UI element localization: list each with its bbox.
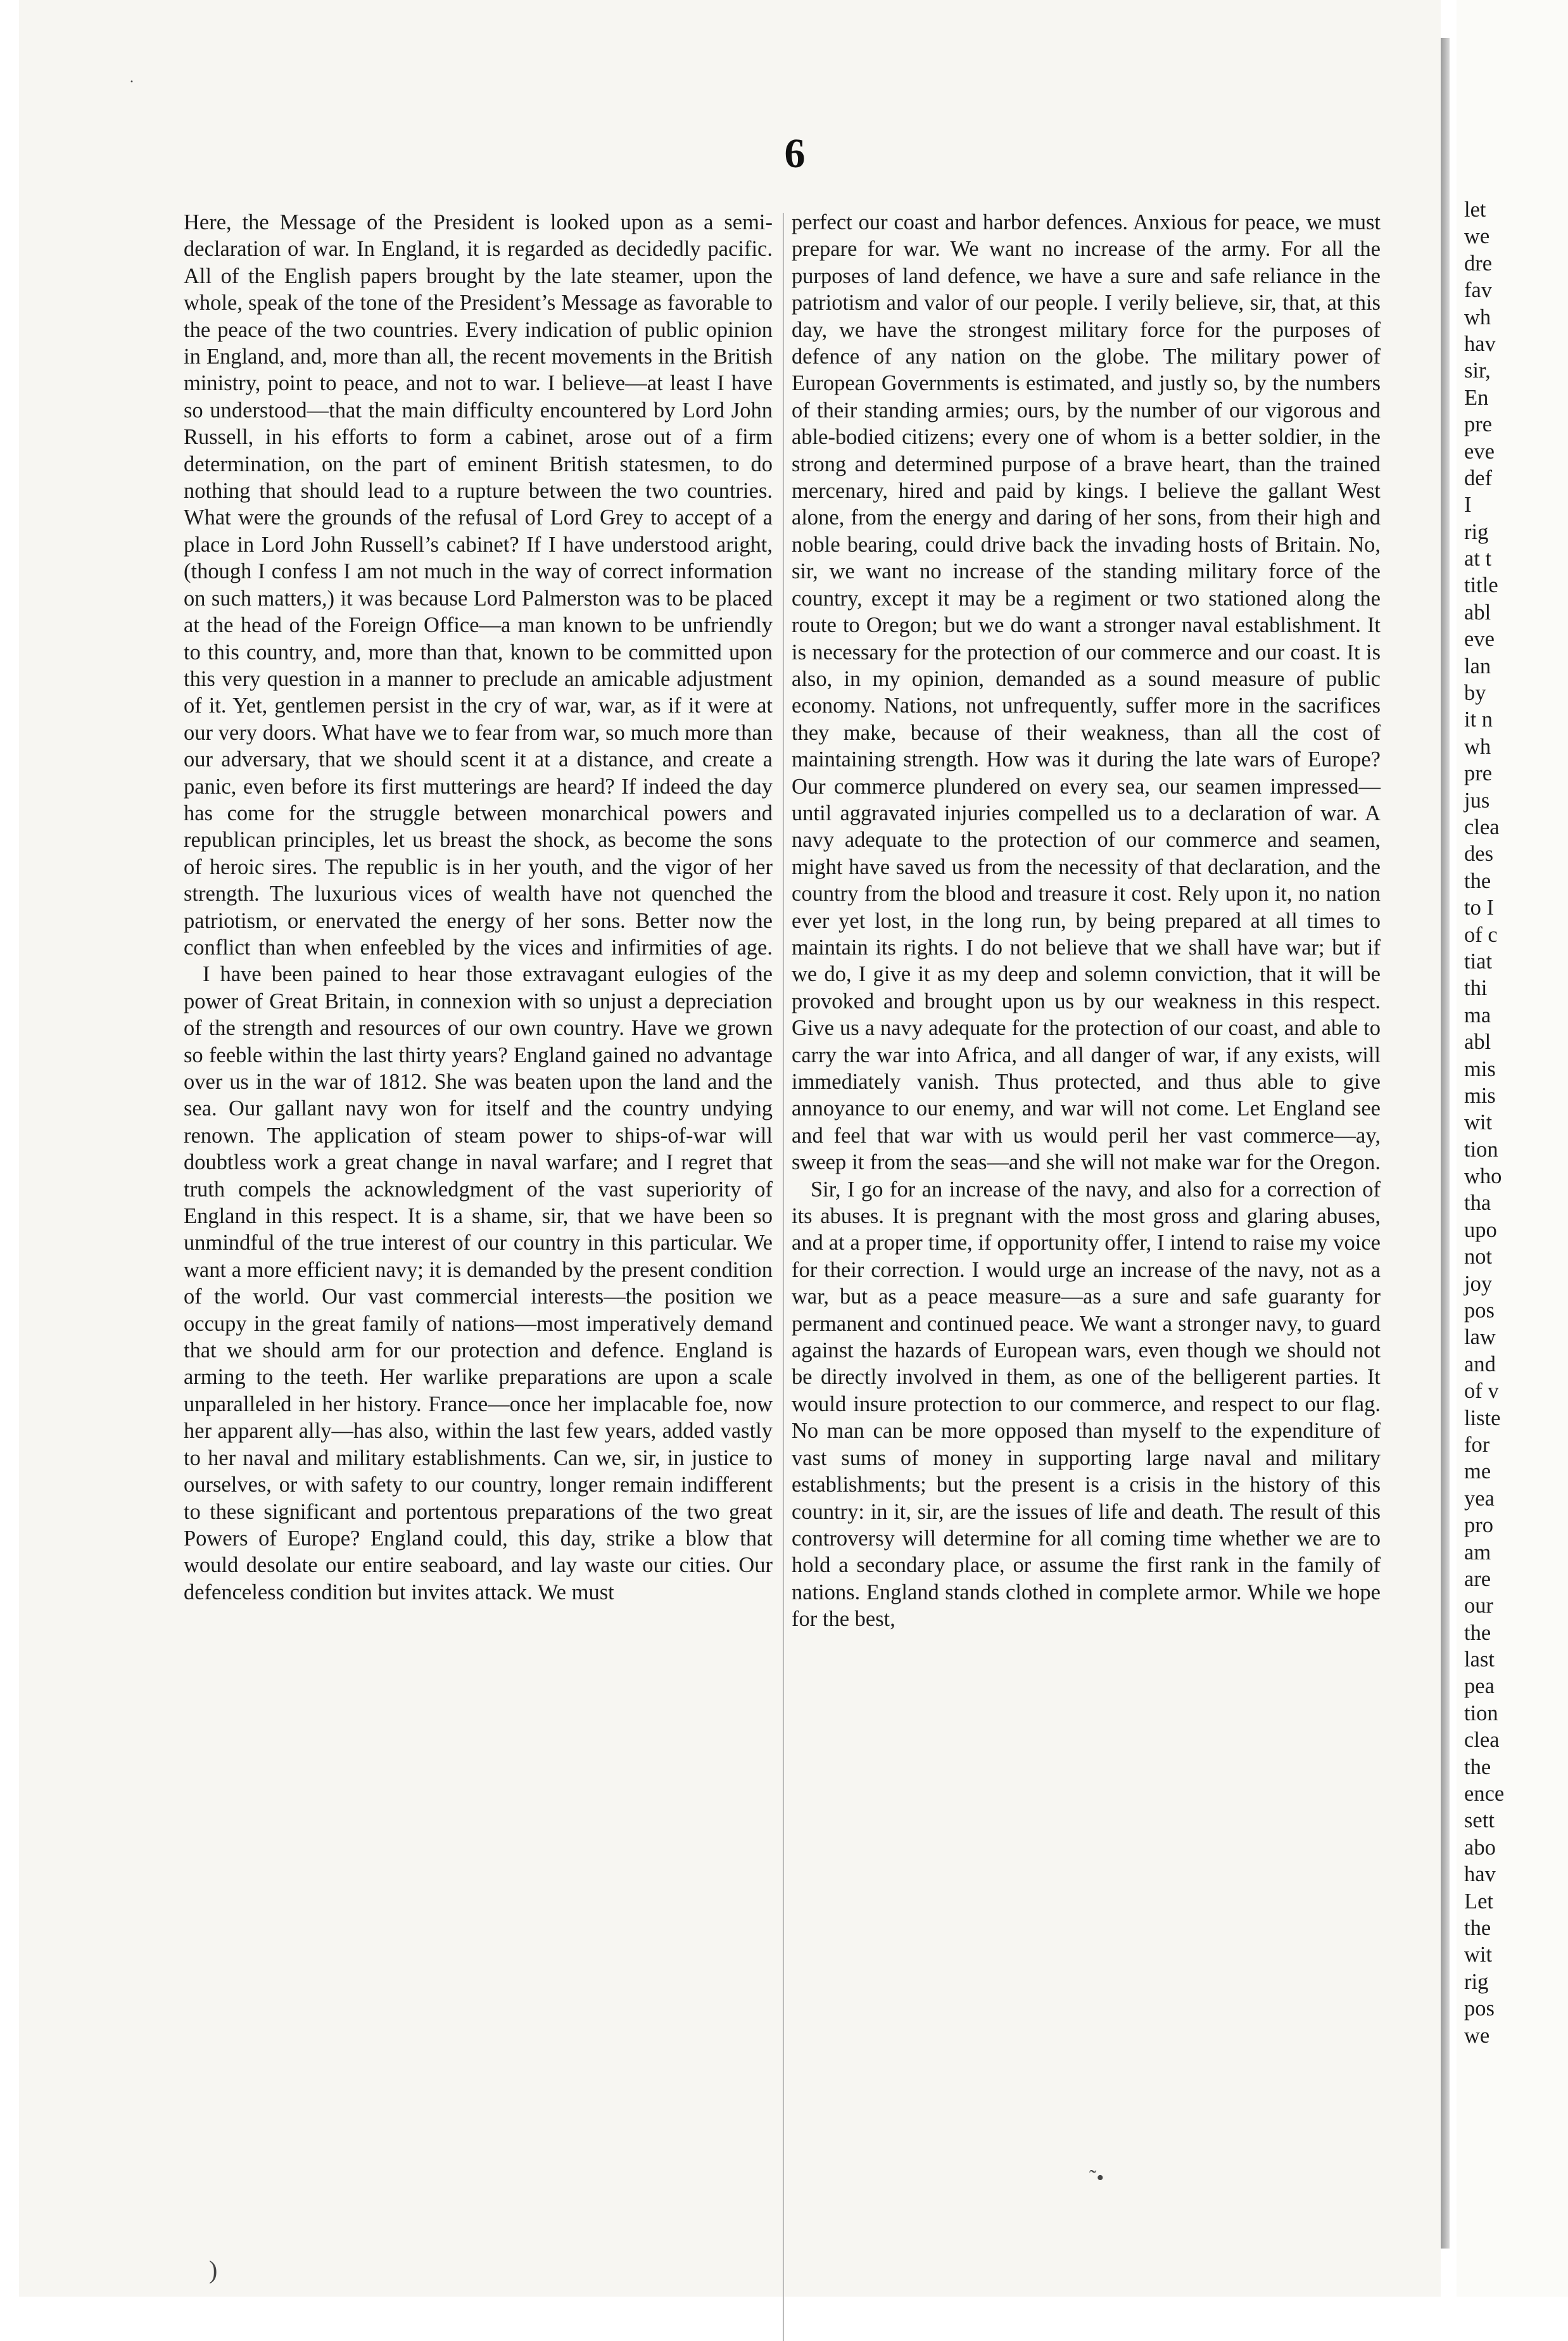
right-column bbox=[792, 209, 1381, 1633]
next-page-fragment: last bbox=[1464, 1647, 1495, 1672]
next-page-fragment: abo bbox=[1464, 1835, 1496, 1860]
next-page-fragment: wit bbox=[1464, 1110, 1493, 1135]
next-page-fragment: tha bbox=[1464, 1191, 1491, 1215]
next-page-fragment: me bbox=[1464, 1459, 1491, 1484]
next-page-fragment: En bbox=[1464, 385, 1489, 410]
next-page-fragment: rig bbox=[1464, 1969, 1489, 1994]
next-page-fragment: dre bbox=[1464, 251, 1493, 276]
next-page-fragment: thi bbox=[1464, 976, 1488, 1001]
next-page-fragment: ence bbox=[1464, 1782, 1505, 1806]
next-page-fragment: ma bbox=[1464, 1003, 1491, 1027]
next-page-fragment: fav bbox=[1464, 278, 1493, 303]
next-page-fragment: Let bbox=[1464, 1889, 1493, 1913]
stray-mark: . bbox=[130, 70, 134, 86]
next-page-fragment: let bbox=[1464, 198, 1486, 222]
next-page-fragment: pre bbox=[1464, 761, 1493, 786]
right-paragraph-2: Sir, I go for an increase of the navy, and also for a correction of its abuses. It is pregnant with the most gross and glaring abuses, and at a proper time, if opportunity offer, I intend to raise my voice for their correction. I would urge an increase of the navy, not as a war, but as a peace measure—as a sure and safe guaranty for permanent and continued peace. We want a stronger navy, to guard against the hazards of European wars, even though we should not be directly involved in them, as one of the belligerent parties. It would insure protection to our commerce, and respect to our flag. No man can be more opposed than myself to the expenditure of vast sums of money in supporting large naval and military establishments; but the present is a crisis in the history of this country: in it, sir, are the issues of life and death. The result of this controversy will determine for all coming time whether we are to hold a secondary place, or assume the first rank in the family of nations. England stands clothed in complete armor. While we hope for the best, bbox=[792, 1177, 1381, 1632]
next-page-fragment: of v bbox=[1464, 1379, 1499, 1404]
next-page-fragment: hav bbox=[1464, 1862, 1496, 1887]
next-page-fragment: sir, bbox=[1464, 358, 1491, 383]
next-page-fragment: law bbox=[1464, 1325, 1496, 1350]
next-page-fragment: clea bbox=[1464, 815, 1500, 839]
next-page-fragment: def bbox=[1464, 466, 1493, 490]
next-page-text-fragments bbox=[1464, 196, 1553, 2049]
next-page-fragment: hav bbox=[1464, 331, 1496, 356]
next-page-fragment: eve bbox=[1464, 627, 1495, 652]
next-page-fragment: it n bbox=[1464, 707, 1493, 732]
next-page-fragment: liste bbox=[1464, 1405, 1501, 1430]
next-page-fragment: the bbox=[1464, 868, 1491, 893]
stray-mark: ) bbox=[209, 2255, 218, 2284]
next-page-fragment: yea bbox=[1464, 1486, 1495, 1511]
next-page-fragment: eve bbox=[1464, 439, 1495, 464]
next-page-fragment: lan bbox=[1464, 654, 1491, 678]
next-page-fragment: and bbox=[1464, 1352, 1496, 1376]
next-page-fragment: tiat bbox=[1464, 949, 1493, 974]
next-page-fragment: abl bbox=[1464, 600, 1491, 625]
next-page-fragment: of c bbox=[1464, 922, 1498, 947]
next-page-fragment: at t bbox=[1464, 547, 1492, 571]
next-page-fragment: our bbox=[1464, 1594, 1493, 1618]
next-page-fragment: mis bbox=[1464, 1056, 1496, 1081]
next-page-fragment: wh bbox=[1464, 305, 1491, 329]
left-column bbox=[184, 209, 773, 1606]
next-page-fragment: tion bbox=[1464, 1137, 1498, 1162]
next-page-fragment: pos bbox=[1464, 1298, 1495, 1323]
next-page-fragment: clea bbox=[1464, 1728, 1500, 1753]
next-page-fragment: are bbox=[1464, 1566, 1491, 1591]
next-page-fragment: the bbox=[1464, 1916, 1491, 1940]
right-paragraph-1: perfect our coast and harbor defences. Anxious for peace, we must prepare for war. We want no increase of the army. For all the purposes of land defence, we have a sure and safe reliance in the patriotism and valor of our people. I verily believe, sir, that, at this day, we have the strongest military force for the purposes of defence of any nation on the globe. The military power of European Governments is estimated, and justly so, by the numbers of their standing armies; ours, by the number of our vigorous and able-bodied citizens; every one of whom is a better soldier, in the strong and determined purpose of a brave heart, than the trained mercenary, hired and paid by kings. I believe the gallant West alone, from the energy and daring of her sons, from their high and noble bearing, could drive back the invading hosts of Britain. No, sir, we want no increase of the standing military force of the country, except it may be a regiment or two stationed along the route to Oregon; but we do want a stronger naval establishment. It is necessary for the protection of our commerce and our coast. It is also, in my opinion, demanded as a sound measure of public economy. Nations, not unfrequently, suffer more in the sacrifices they make, because of their weakness, than all the cost of maintaining strength. How was it during the late wars of Europe? Our commerce plundered on every sea, our seamen impressed—until aggravated injuries compelled us to a declaration of war. A navy adequate to the protection of our commerce and seamen, might have saved us from the necessity of that declaration, and the country from the blood and treasure it cost. Rely upon it, no nation ever yet lost, in the long run, by being prepared at all times to maintain its rights. I do not believe that we shall have war; but if we do, I give it as my deep and solemn conviction, that it will be provoked and brought upon us by our weakness in this respect. Give us a navy adequate for the protection of our coast, and able to carry the war into Africa, and all danger of war, if any exists, will immediately vanish. Thus protected, and thus able to give annoyance to our enemy, and war will not come. Let England see and feel that war with us would peril her vast commerce—ay, sweep it from the seas—and she will not make war for the Oregon. bbox=[792, 210, 1381, 1175]
next-page-fragment: wit bbox=[1464, 1943, 1493, 1967]
next-page-fragment: upo bbox=[1464, 1217, 1497, 1242]
next-page-fragment: des bbox=[1464, 842, 1493, 866]
next-page-fragment: pre bbox=[1464, 412, 1493, 437]
column-divider bbox=[783, 213, 784, 2341]
next-page-fragment: wh bbox=[1464, 734, 1491, 759]
page-number: 6 bbox=[784, 130, 806, 177]
next-page-fragment: mis bbox=[1464, 1083, 1496, 1108]
left-paragraph-2: I have been pained to hear those extravagant eulogies of the power of Great Britain, in connexion with so unjust a depreciation of the strength and resources of our own country. Have we grown so feeble within the last thirty years? England gained no advantage over us in the war of 1812. She was beaten upon the land and the sea. Our gallant navy won for itself and the country undying renown. The application of steam power to ships-of-war will doubtless work a great change in naval warfare; and I regret that truth compels the acknowledgment of the vast superiority of England in this respect. It is a shame, sir, that we have been so unmindful of the true interest of our country in this particular. We want a more efficient navy; it is demanded by the present condition of the world. Our vast commercial interests—the position we occupy in the great family of nations—most imperatively demand that we should arm for our protection and defence. England is arming to the teeth. Her warlike preparations are upon a scale unparalleled in her history. France—once her implacable foe, now her apparent ally—has also, within the last few years, added vastly to her naval and military establishments. Can we, sir, in justice to ourselves, or with safety to our country, longer remain indifferent to these significant and portentous preparations of the two great Powers of Europe? England could, this day, strike a blow that would desolate our entire seaboard, and lay waste our cities. Our defenceless condition but invites attack. We must bbox=[184, 962, 773, 1604]
next-page-fragment: pea bbox=[1464, 1674, 1495, 1699]
next-page-fragment: tion bbox=[1464, 1701, 1498, 1725]
next-page-fragment: pos bbox=[1464, 1996, 1495, 2021]
next-page-fragment: to I bbox=[1464, 896, 1494, 920]
next-page-fragment: abl bbox=[1464, 1030, 1491, 1055]
next-page-fragment: the bbox=[1464, 1620, 1491, 1645]
page-shadow bbox=[1441, 38, 1450, 2249]
next-page-fragment: sett bbox=[1464, 1808, 1495, 1833]
next-page-fragment: not bbox=[1464, 1245, 1493, 1269]
left-paragraph-1: Here, the Message of the President is looked upon as a semi-declaration of war. In England, it is regarded as decidedly pacific. All of the English papers brought by the late steamer, upon the whole, speak of the tone of the President’s Message as favorable to the peace of the two countries. Every indication of public opinion in England, and, more than all, the recent movements in the British ministry, point to peace, and not to war. I believe—at least I have so understood—that the main difficulty encountered by Lord John Russell, in his efforts to form a cabinet, arose out of a firm determination, on the part of eminent British statesmen, to do nothing that should lead to a rupture between the two countries. What were the grounds of the refusal of Lord Grey to accept of a place in Lord John Russell’s cabinet? If I have understood aright, (though I confess I am not much in the way of correct information on such matters,) it was because Lord Palmerston was to be placed at the head of the Foreign Office—a man known to be unfriendly to this country, and, more than that, known to be committed upon this very question in a manner to preclude an amicable adjustment of it. Yet, gentlemen persist in the cry of war, war, as if it were at our very doors. What have we to fear from war, so much more than our adversary, that we should scent it at a distance, and create a panic, even before its first mutterings are heard? If indeed the day has come for the struggle between monarchical powers and republican principles, let us breast the shock, as become the sons of heroic sires. The republic is in her youth, and the vigor of her strength. The luxurious vices of wealth have not quenched the patriotism, or enervated the energy of her sons. Better now the conflict than when enfeebled by the vices and infirmities of age. bbox=[184, 210, 773, 960]
next-page-fragment: we bbox=[1464, 2023, 1490, 2048]
next-page-fragment: by bbox=[1464, 681, 1486, 706]
next-page-fragment: joy bbox=[1464, 1271, 1493, 1296]
next-page-fragment: rig bbox=[1464, 519, 1489, 544]
next-page-fragment: I bbox=[1464, 493, 1472, 517]
next-page-fragment: the bbox=[1464, 1754, 1491, 1779]
next-page-fragment: for bbox=[1464, 1432, 1490, 1457]
next-page-fragment: am bbox=[1464, 1540, 1491, 1564]
next-page-fragment: we bbox=[1464, 224, 1490, 249]
next-page-fragment: pro bbox=[1464, 1513, 1493, 1538]
stray-mark: ˜• bbox=[1089, 2166, 1104, 2190]
next-page-fragment: title bbox=[1464, 573, 1498, 598]
next-page-fragment: jus bbox=[1464, 788, 1490, 813]
next-page-fragment: who bbox=[1464, 1164, 1502, 1189]
